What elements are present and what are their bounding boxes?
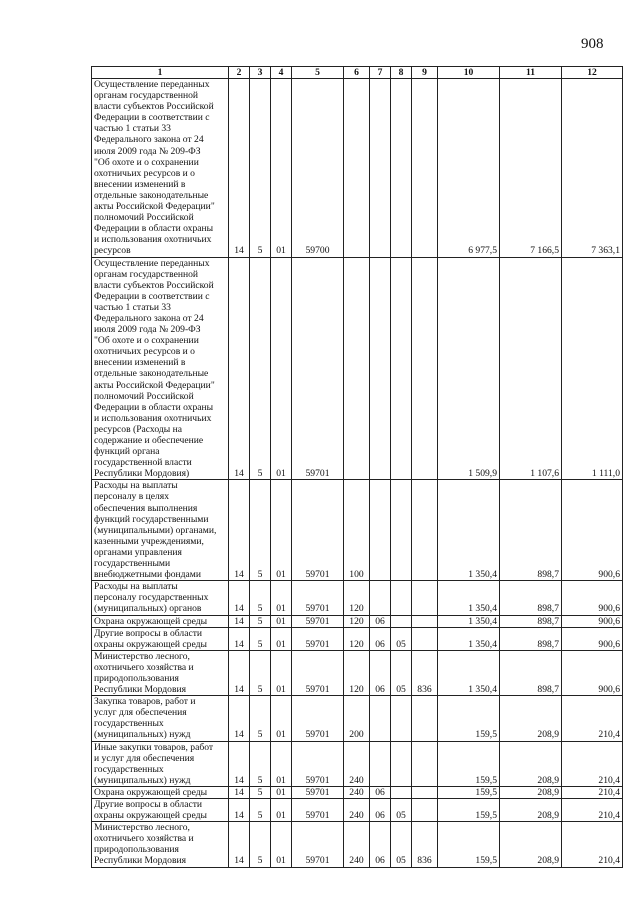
table-cell bbox=[370, 581, 391, 615]
table-cell: 01 bbox=[271, 257, 292, 480]
table-cell: 01 bbox=[271, 627, 292, 650]
table-cell bbox=[412, 741, 438, 786]
table-header-row bbox=[92, 67, 623, 79]
table-cell bbox=[391, 257, 412, 480]
table-cell: 208,9 bbox=[500, 741, 562, 786]
table-cell: 14 bbox=[229, 257, 250, 480]
table-cell: 900,6 bbox=[562, 615, 623, 627]
table-cell: 05 bbox=[391, 799, 412, 822]
table-cell: 240 bbox=[344, 786, 370, 798]
table-cell: 120 bbox=[344, 581, 370, 615]
row-description: Охрана окружающей среды bbox=[92, 786, 229, 798]
column-header: 4 bbox=[271, 67, 292, 79]
row-description: Осуществление переданных органам государственной власти субъектов Российской Федерации в соответствии с частью 1 статьи 33 Федерального закона от 24 июля 2009 года № 209-ФЗ "Об охоте и о сохранении охотничьих ресурсов и о внесении изменений в отдельные законодательные акты Российской Федерации" полномочий Российской Федерации в области охраны и использования охотничьих ресурсов bbox=[92, 79, 229, 258]
table-cell: 100 bbox=[344, 480, 370, 581]
page-number: 908 bbox=[581, 36, 604, 52]
table-cell bbox=[412, 615, 438, 627]
table-cell: 01 bbox=[271, 615, 292, 627]
table-cell: 59701 bbox=[292, 581, 344, 615]
table-cell: 240 bbox=[344, 822, 370, 867]
row-description: Министерство лесного, охотничьего хозяйства и природопользования Республики Мордовия bbox=[92, 822, 229, 867]
table-cell: 1 509,9 bbox=[438, 257, 500, 480]
row-description: Расходы на выплаты персоналу государственных (муниципальных) органов bbox=[92, 581, 229, 615]
table-cell: 208,9 bbox=[500, 786, 562, 798]
table-cell: 59701 bbox=[292, 799, 344, 822]
table-cell bbox=[370, 696, 391, 741]
column-header: 7 bbox=[370, 67, 391, 79]
table-cell: 1 111,0 bbox=[562, 257, 623, 480]
table-cell: 5 bbox=[250, 79, 271, 258]
table-cell bbox=[412, 79, 438, 258]
table-cell bbox=[370, 257, 391, 480]
table-cell: 898,7 bbox=[500, 480, 562, 581]
column-header: 1 bbox=[92, 67, 229, 79]
table-cell bbox=[391, 581, 412, 615]
table-cell: 208,9 bbox=[500, 799, 562, 822]
table-cell: 7 363,1 bbox=[562, 79, 623, 258]
table-cell: 01 bbox=[271, 786, 292, 798]
table-cell: 59701 bbox=[292, 480, 344, 581]
table-cell: 898,7 bbox=[500, 627, 562, 650]
table-cell: 240 bbox=[344, 799, 370, 822]
table-cell: 14 bbox=[229, 650, 250, 695]
row-description: Министерство лесного, охотничьего хозяйства и природопользования Республики Мордовия bbox=[92, 650, 229, 695]
table-cell: 900,6 bbox=[562, 581, 623, 615]
table-cell: 1 350,4 bbox=[438, 581, 500, 615]
table-cell: 5 bbox=[250, 627, 271, 650]
table-cell: 59701 bbox=[292, 741, 344, 786]
table-cell: 14 bbox=[229, 480, 250, 581]
table-cell bbox=[412, 786, 438, 798]
table-cell: 59701 bbox=[292, 786, 344, 798]
table-cell: 900,6 bbox=[562, 650, 623, 695]
table-cell: 14 bbox=[229, 615, 250, 627]
table-cell: 14 bbox=[229, 696, 250, 741]
table-cell: 06 bbox=[370, 650, 391, 695]
table-cell: 900,6 bbox=[562, 627, 623, 650]
column-header: 8 bbox=[391, 67, 412, 79]
table-cell: 159,5 bbox=[438, 786, 500, 798]
table-cell: 5 bbox=[250, 257, 271, 480]
table-cell: 05 bbox=[391, 627, 412, 650]
table-cell: 5 bbox=[250, 799, 271, 822]
table-cell: 5 bbox=[250, 822, 271, 867]
table-cell: 5 bbox=[250, 650, 271, 695]
table-row bbox=[92, 615, 623, 627]
table-row bbox=[92, 79, 623, 258]
table-row bbox=[92, 822, 623, 867]
table-cell: 01 bbox=[271, 480, 292, 581]
table-row bbox=[92, 799, 623, 822]
table-cell: 159,5 bbox=[438, 822, 500, 867]
table-cell bbox=[344, 257, 370, 480]
row-description: Закупка товаров, работ и услуг для обеспечения государственных (муниципальных) нужд bbox=[92, 696, 229, 741]
table-cell: 1 350,4 bbox=[438, 650, 500, 695]
table-cell: 210,4 bbox=[562, 696, 623, 741]
table-cell bbox=[412, 480, 438, 581]
table-cell bbox=[391, 741, 412, 786]
table-cell bbox=[412, 696, 438, 741]
table-cell: 06 bbox=[370, 822, 391, 867]
table-row bbox=[92, 627, 623, 650]
budget-table bbox=[91, 66, 623, 868]
table-row bbox=[92, 480, 623, 581]
row-description: Другие вопросы в области охраны окружающей среды bbox=[92, 799, 229, 822]
table-row bbox=[92, 257, 623, 480]
table-cell: 5 bbox=[250, 581, 271, 615]
column-header: 5 bbox=[292, 67, 344, 79]
column-header: 9 bbox=[412, 67, 438, 79]
table-cell: 59701 bbox=[292, 615, 344, 627]
table-cell: 208,9 bbox=[500, 696, 562, 741]
table-row bbox=[92, 650, 623, 695]
row-description: Расходы на выплаты персоналу в целях обеспечения выполнения функций государственными (муниципальными) органами, казенными учреждениями, органами управления государственными внебюджетными фондами bbox=[92, 480, 229, 581]
table-cell: 159,5 bbox=[438, 696, 500, 741]
table-row bbox=[92, 581, 623, 615]
table-cell bbox=[412, 581, 438, 615]
table-cell: 159,5 bbox=[438, 799, 500, 822]
table-row bbox=[92, 696, 623, 741]
column-header: 11 bbox=[500, 67, 562, 79]
table-cell: 14 bbox=[229, 627, 250, 650]
table-cell bbox=[370, 741, 391, 786]
table-cell: 06 bbox=[370, 627, 391, 650]
table-cell: 06 bbox=[370, 786, 391, 798]
table-cell: 240 bbox=[344, 741, 370, 786]
row-description: Охрана окружающей среды bbox=[92, 615, 229, 627]
table-cell: 1 107,6 bbox=[500, 257, 562, 480]
column-header: 10 bbox=[438, 67, 500, 79]
table-cell: 898,7 bbox=[500, 581, 562, 615]
column-header: 6 bbox=[344, 67, 370, 79]
table-cell: 200 bbox=[344, 696, 370, 741]
table-cell: 210,4 bbox=[562, 786, 623, 798]
table-row bbox=[92, 786, 623, 798]
table-cell bbox=[370, 480, 391, 581]
table-cell: 900,6 bbox=[562, 480, 623, 581]
table-cell: 210,4 bbox=[562, 741, 623, 786]
table-cell: 01 bbox=[271, 650, 292, 695]
table-cell bbox=[412, 257, 438, 480]
table-cell: 5 bbox=[250, 480, 271, 581]
table-cell bbox=[412, 799, 438, 822]
table-cell: 7 166,5 bbox=[500, 79, 562, 258]
table-cell bbox=[391, 615, 412, 627]
table-cell: 59701 bbox=[292, 257, 344, 480]
table-cell: 5 bbox=[250, 696, 271, 741]
table-cell: 159,5 bbox=[438, 741, 500, 786]
table-cell: 898,7 bbox=[500, 650, 562, 695]
row-description: Осуществление переданных органам государственной власти субъектов Российской Федерации в соответствии с частью 1 статьи 33 Федерального закона от 24 июля 2009 года № 209-ФЗ "Об охоте и о сохранении охотничьих ресурсов и о внесении изменений в отдельные законодательные акты Российской Федерации" полномочий Российской Федерации в области охраны и использования охотничьих ресурсов (Расходы на содержание и обеспечение функций органа государственной власти Республики Мордовия) bbox=[92, 257, 229, 480]
table-cell: 210,4 bbox=[562, 799, 623, 822]
table-cell: 59701 bbox=[292, 627, 344, 650]
table-cell: 14 bbox=[229, 581, 250, 615]
table-cell: 01 bbox=[271, 741, 292, 786]
table-body bbox=[92, 79, 623, 868]
table-cell bbox=[391, 786, 412, 798]
column-header: 12 bbox=[562, 67, 623, 79]
table-cell: 01 bbox=[271, 822, 292, 867]
table-cell: 1 350,4 bbox=[438, 615, 500, 627]
table-cell: 1 350,4 bbox=[438, 627, 500, 650]
table-cell: 898,7 bbox=[500, 615, 562, 627]
table-cell bbox=[391, 696, 412, 741]
table-row bbox=[92, 741, 623, 786]
table-cell: 5 bbox=[250, 615, 271, 627]
table-cell: 836 bbox=[412, 650, 438, 695]
table-cell bbox=[391, 79, 412, 258]
table-cell: 06 bbox=[370, 799, 391, 822]
table-cell: 1 350,4 bbox=[438, 480, 500, 581]
table-cell: 01 bbox=[271, 581, 292, 615]
table-cell: 14 bbox=[229, 741, 250, 786]
table-cell: 59701 bbox=[292, 650, 344, 695]
table-cell: 14 bbox=[229, 79, 250, 258]
table-cell: 5 bbox=[250, 786, 271, 798]
table-cell: 59701 bbox=[292, 696, 344, 741]
table-cell: 5 bbox=[250, 741, 271, 786]
table-cell bbox=[344, 79, 370, 258]
table-cell: 120 bbox=[344, 615, 370, 627]
table-cell: 59701 bbox=[292, 822, 344, 867]
table-cell: 836 bbox=[412, 822, 438, 867]
table-cell: 120 bbox=[344, 627, 370, 650]
table-cell: 120 bbox=[344, 650, 370, 695]
row-description: Иные закупки товаров, работ и услуг для обеспечения государственных (муниципальных) нужд bbox=[92, 741, 229, 786]
table-cell: 208,9 bbox=[500, 822, 562, 867]
table-cell bbox=[391, 480, 412, 581]
table-cell: 05 bbox=[391, 822, 412, 867]
table-cell: 14 bbox=[229, 786, 250, 798]
column-header: 3 bbox=[250, 67, 271, 79]
table-cell bbox=[412, 627, 438, 650]
table-cell: 210,4 bbox=[562, 822, 623, 867]
table-cell: 01 bbox=[271, 79, 292, 258]
table-cell: 06 bbox=[370, 615, 391, 627]
table-cell bbox=[370, 79, 391, 258]
table-cell: 05 bbox=[391, 650, 412, 695]
row-description: Другие вопросы в области охраны окружающей среды bbox=[92, 627, 229, 650]
column-header: 2 bbox=[229, 67, 250, 79]
table-cell: 6 977,5 bbox=[438, 79, 500, 258]
table-cell: 01 bbox=[271, 799, 292, 822]
table-cell: 14 bbox=[229, 822, 250, 867]
table-cell: 14 bbox=[229, 799, 250, 822]
table-cell: 59700 bbox=[292, 79, 344, 258]
table-cell: 01 bbox=[271, 696, 292, 741]
